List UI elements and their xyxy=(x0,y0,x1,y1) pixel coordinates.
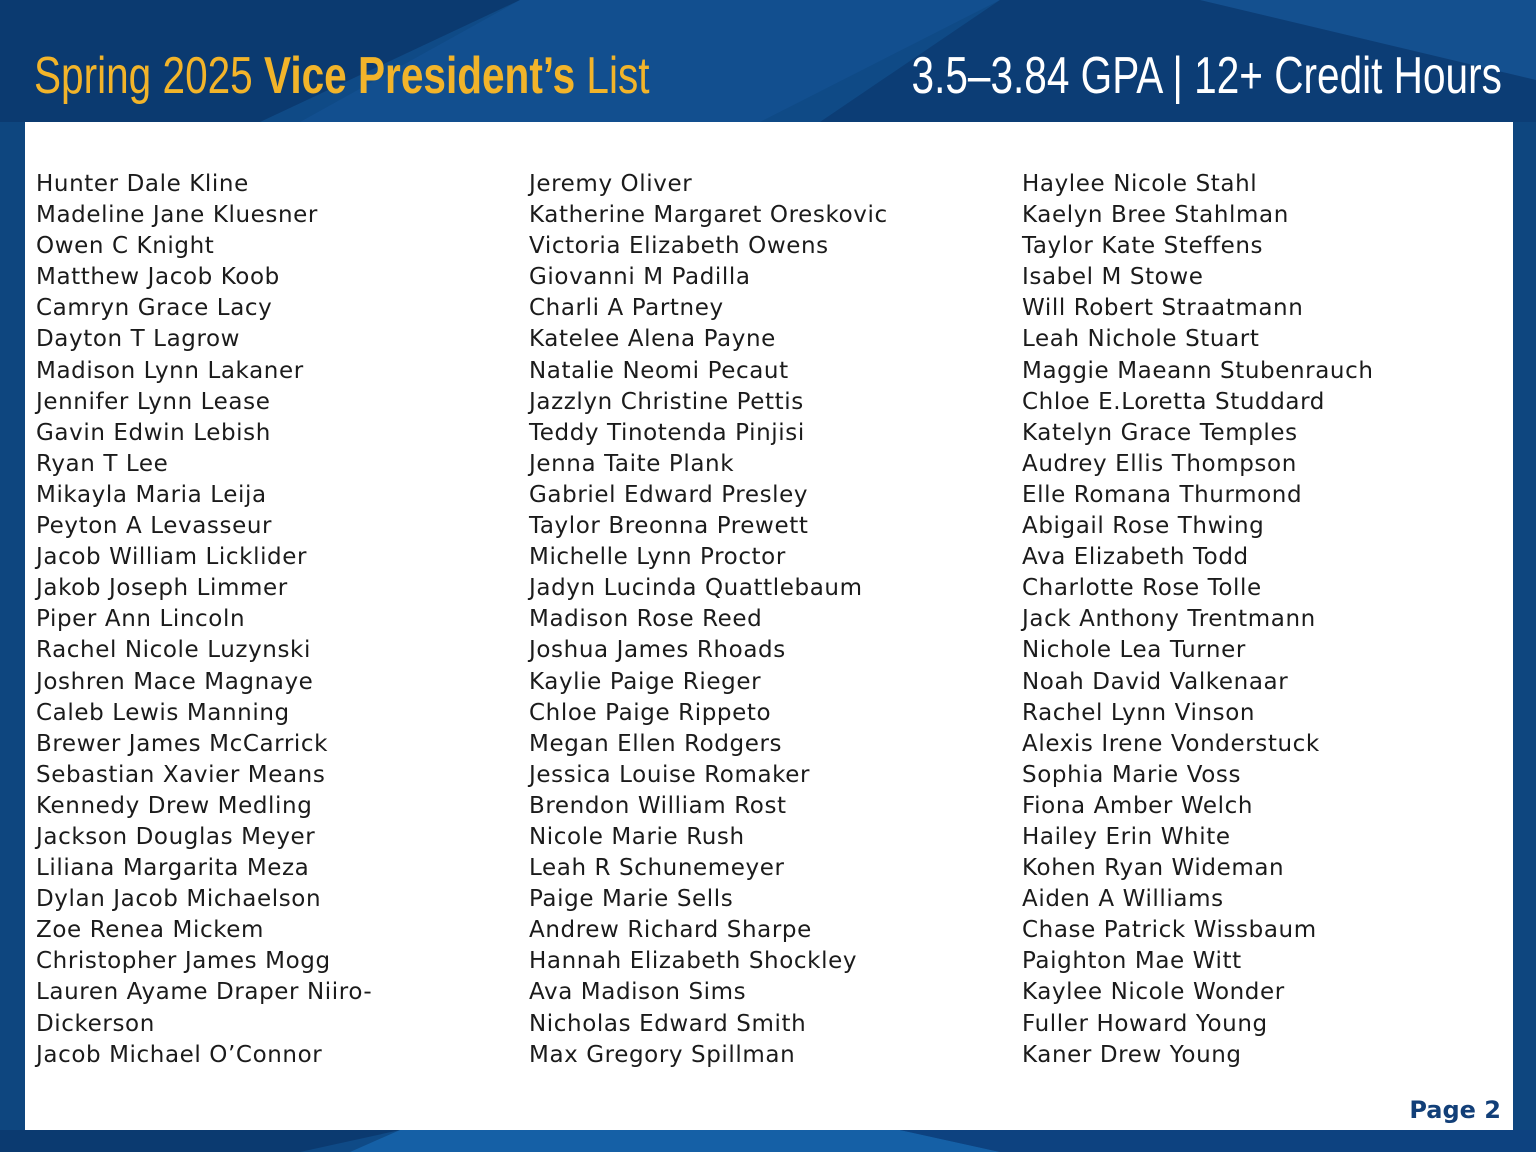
list-item: Paige Marie Sells xyxy=(529,886,734,913)
list-item: Sophia Marie Voss xyxy=(1022,761,1242,788)
list-item: Hailey Erin White xyxy=(1022,823,1231,850)
list-item: Nicole Marie Rush xyxy=(529,823,745,850)
list-item: Mikayla Maria Leija xyxy=(36,481,267,508)
list-item: Matthew Jacob Koob xyxy=(36,264,280,291)
list-item: Camryn Grace Lacy xyxy=(36,295,273,322)
list-item: Victoria Elizabeth Owens xyxy=(529,233,829,260)
list-item: Hannah Elizabeth Shockley xyxy=(529,948,858,975)
list-item: Leah Nichole Stuart xyxy=(1022,326,1260,353)
list-item: Joshua James Rhoads xyxy=(529,637,786,664)
list-item: Megan Ellen Rodgers xyxy=(529,730,783,757)
list-item: Liliana Margarita Meza xyxy=(36,855,310,882)
list-item: Abigail Rose Thwing xyxy=(1022,513,1265,540)
gpa-criteria: 3.5–3.84 GPA | 12+ Credit Hours xyxy=(911,47,1502,105)
list-item: Jessica Louise Romaker xyxy=(529,761,811,788)
list-item: Fuller Howard Young xyxy=(1022,1010,1268,1037)
list-item: Kaner Drew Young xyxy=(1022,1041,1242,1068)
list-item: Dylan Jacob Michaelson xyxy=(36,886,322,913)
list-item: Jacob Michael O’Connor xyxy=(36,1041,323,1068)
list-item: Madison Lynn Lakaner xyxy=(36,357,304,384)
list-item: Kaylee Nicole Wonder xyxy=(1022,979,1285,1006)
page-title xyxy=(34,38,650,114)
list-item: Rachel Lynn Vinson xyxy=(1022,699,1256,726)
list-item: Taylor Breonna Prewett xyxy=(529,513,809,540)
list-item: Jakob Joseph Limmer xyxy=(36,575,288,602)
list-item: Ava Elizabeth Todd xyxy=(1022,544,1249,571)
names-panel xyxy=(25,122,1513,1130)
list-item: Fiona Amber Welch xyxy=(1022,792,1254,819)
list-item: Caleb Lewis Manning xyxy=(36,699,290,726)
list-item: Chloe E.Loretta Studdard xyxy=(1022,388,1325,415)
list-item: Andrew Richard Sharpe xyxy=(529,917,812,944)
list-item: Dayton T Lagrow xyxy=(36,326,241,353)
title-prefix: Spring 2025 xyxy=(34,47,265,105)
list-item: Maggie Maeann Stubenrauch xyxy=(1022,357,1374,384)
list-item: Katelee Alena Payne xyxy=(529,326,776,353)
list-item: Peyton A Levasseur xyxy=(36,513,273,540)
name-column-1 xyxy=(36,169,506,1071)
list-item: Piper Ann Lincoln xyxy=(36,606,246,633)
list-item: Madeline Jane Kluesner xyxy=(36,202,318,229)
list-item: Zoe Renea Mickem xyxy=(36,917,265,944)
list-item: Charli A Partney xyxy=(529,295,724,322)
list-item: Chase Patrick Wissbaum xyxy=(1022,917,1317,944)
title-suffix: List xyxy=(575,47,650,105)
list-item: Alexis Irene Vonderstuck xyxy=(1022,730,1320,757)
list-item: Noah David Valkenaar xyxy=(1022,668,1289,695)
title-emphasis: Vice President’s xyxy=(264,47,576,105)
list-item: Giovanni M Padilla xyxy=(529,264,751,291)
list-item: Brendon William Rost xyxy=(529,792,787,819)
list-item: Will Robert Straatmann xyxy=(1022,295,1304,322)
list-item: Kaylie Paige Rieger xyxy=(529,668,762,695)
list-item: Teddy Tinotenda Pinjisi xyxy=(529,419,805,446)
name-column-3 xyxy=(1022,169,1492,1071)
list-item: Jadyn Lucinda Quattlebaum xyxy=(529,575,863,602)
list-item: Charlotte Rose Tolle xyxy=(1022,575,1262,602)
list-item: Gabriel Edward Presley xyxy=(529,481,809,508)
list-item: Haylee Nicole Stahl xyxy=(1022,171,1258,197)
list-item: Jacob William Licklider xyxy=(36,544,308,571)
list-item: Jackson Douglas Meyer xyxy=(36,823,316,850)
list-item: Christopher James Mogg xyxy=(36,948,331,975)
list-item: Hunter Dale Kline xyxy=(36,171,249,197)
list-item: Jenna Taite Plank xyxy=(529,450,735,477)
list-item: Kohen Ryan Wideman xyxy=(1022,855,1285,882)
list-item: Lauren Ayame Draper Niiro-Dickerson xyxy=(36,979,373,1037)
list-item: Sebastian Xavier Means xyxy=(36,761,326,788)
list-item: Max Gregory Spillman xyxy=(529,1041,796,1068)
list-item: Nichole Lea Turner xyxy=(1022,637,1246,664)
list-item: Katelyn Grace Temples xyxy=(1022,419,1298,446)
list-item: Brewer James McCarrick xyxy=(36,730,329,757)
list-item: Nicholas Edward Smith xyxy=(529,1010,807,1037)
list-item: Katherine Margaret Oreskovic xyxy=(529,202,888,229)
list-item: Natalie Neomi Pecaut xyxy=(529,357,789,384)
list-item: Jack Anthony Trentmann xyxy=(1022,606,1316,633)
list-item: Ava Madison Sims xyxy=(529,979,747,1006)
list-item: Madison Rose Reed xyxy=(529,606,763,633)
list-item: Jeremy Oliver xyxy=(529,171,693,197)
list-item: Jazzlyn Christine Pettis xyxy=(529,388,804,415)
list-item: Isabel M Stowe xyxy=(1022,264,1204,291)
list-item: Taylor Kate Steffens xyxy=(1022,233,1264,260)
header xyxy=(0,0,1536,122)
list-item: Jennifer Lynn Lease xyxy=(36,388,271,415)
list-item: Kennedy Drew Medling xyxy=(36,792,313,819)
list-item: Joshren Mace Magnaye xyxy=(36,668,314,695)
list-item: Owen C Knight xyxy=(36,233,215,260)
list-item: Michelle Lynn Proctor xyxy=(529,544,786,571)
list-item: Ryan T Lee xyxy=(36,450,169,477)
list-item: Gavin Edwin Lebish xyxy=(36,419,271,446)
name-column-2 xyxy=(529,169,999,1071)
list-item: Leah R Schunemeyer xyxy=(529,855,785,882)
list-item: Rachel Nicole Luzynski xyxy=(36,637,311,664)
list-item: Kaelyn Bree Stahlman xyxy=(1022,202,1289,229)
list-item: Audrey Ellis Thompson xyxy=(1022,450,1297,477)
list-item: Aiden A Williams xyxy=(1022,886,1224,913)
list-item: Paighton Mae Witt xyxy=(1022,948,1242,975)
list-item: Chloe Paige Rippeto xyxy=(529,699,772,726)
page-number: Page 2 xyxy=(1409,1096,1501,1124)
list-item: Elle Romana Thurmond xyxy=(1022,481,1303,508)
